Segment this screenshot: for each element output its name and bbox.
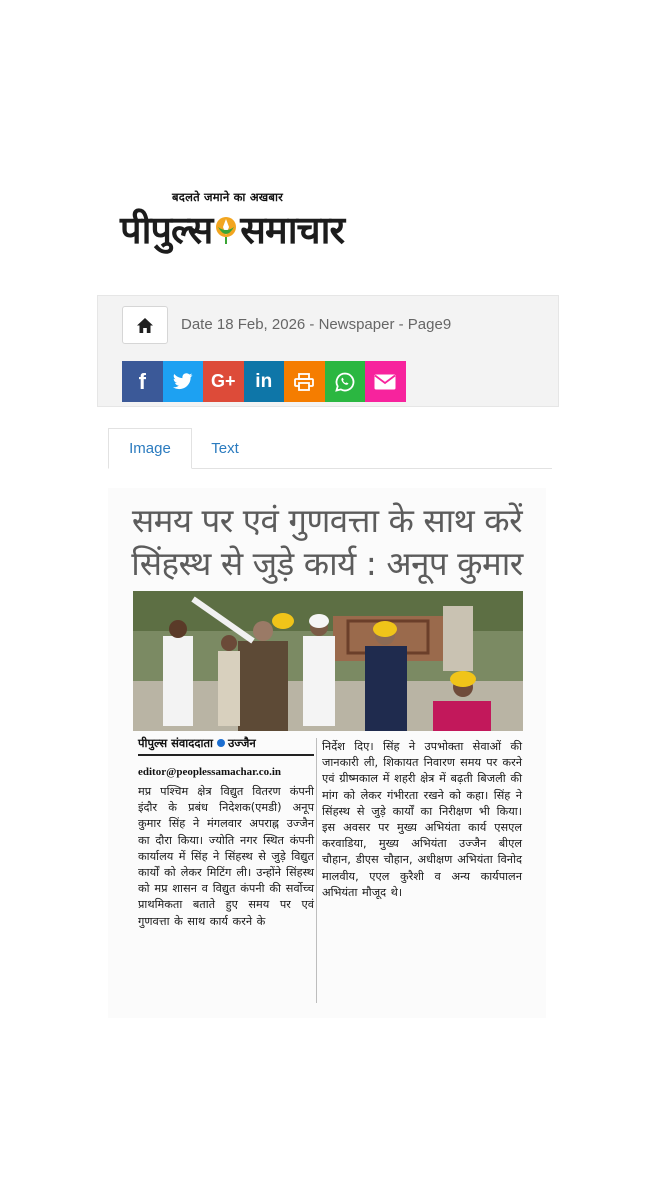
logo-text-left: पीपुल्स: [120, 208, 213, 252]
byline-source: पीपुल्स संवाददाता: [138, 736, 214, 750]
linkedin-icon: in: [255, 370, 273, 392]
share-email-button[interactable]: [365, 361, 406, 402]
tab-text[interactable]: Text: [211, 440, 239, 457]
share-bar: [122, 361, 406, 402]
page-toolbar: [97, 295, 559, 407]
article-clipping: [108, 488, 546, 1018]
print-icon: [294, 373, 314, 391]
article-column-left: मप्र पश्चिम क्षेत्र विद्युत वितरण कंपनी इंदौर के प्रबंध निदेशक(एमडी) अनूप कुमार सिंह ने मंगलवार अपराह्न उज्जैन का दौरा किया। ज्योति नगर स्थित कंपनी कार्यालय में सिंह ने सिंहस्थ से जुड़े विद्युत कार्यों को लेकर मिटिंग ली। उन्होंने सिंहस्थ को मप्र शासन व विद्युत कंपनी की सर्वोच्च प्राथमिकता बताते हुए समय पर एवं गुणवत्ता के साथ कार्य करने के: [138, 785, 314, 928]
share-linkedin-button[interactable]: [244, 361, 285, 402]
share-facebook-button[interactable]: [122, 361, 163, 402]
envelope-icon: [374, 374, 396, 390]
column-divider: [316, 738, 317, 1003]
print-button[interactable]: [284, 361, 325, 402]
google-plus-icon: G+: [210, 371, 236, 391]
edition-date: Date 18 Feb, 2026 - Newspaper - Page9: [181, 316, 452, 333]
tab-image[interactable]: Image: [108, 428, 192, 469]
home-button[interactable]: [122, 306, 168, 344]
logo-wordmark: [120, 202, 344, 258]
share-whatsapp-button[interactable]: [325, 361, 366, 402]
masthead-tagline: बदलते जमाने का अखबार: [172, 190, 284, 204]
byline: [138, 736, 314, 756]
lotus-emblem-icon: [213, 215, 239, 245]
inspection-photo-illustration: [133, 591, 523, 731]
home-icon: [136, 317, 154, 334]
share-googleplus-button[interactable]: [203, 361, 244, 402]
byline-city: उज्जैन: [228, 736, 256, 750]
article-photo: [133, 591, 523, 731]
share-twitter-button[interactable]: [163, 361, 204, 402]
headline-line-2: सिंहस्थ से जुड़े कार्य : अनूप कुमार: [131, 544, 523, 583]
logo-text-right: समाचार: [240, 208, 345, 252]
editor-email: editor@peoplessamachar.co.in: [138, 766, 282, 778]
masthead-logo: [120, 190, 465, 260]
bullet-dot-icon: [217, 739, 225, 747]
twitter-icon: [173, 373, 193, 390]
facebook-icon: f: [138, 368, 146, 394]
whatsapp-icon: [335, 372, 355, 392]
article-column-right: निर्देश दिए। सिंह ने उपभोक्ता सेवाओं की जानकारी ली, शिकायत निवारण समय पर करने एवं ग्रीष्मकाल में शहरी क्षेत्र में बढ़ती बिजली की मांग को लेकर गंभीरता रखने को कहा। सिंह ने सिंहस्थ से जुड़े कार्यों का निरीक्षण भी किया। इस अवसर पर मुख्य अभियंता कार्य एसएल करवाडिया, मुख्य अभियंता उज्जैन बीएल चौहान, डीएस चौहान, अधीक्षण अभियंता विनोद मालवीय, एएल कुरैशी व अन्य कार्यपालन अभियंता मौजूद थे।: [322, 740, 522, 899]
headline-line-1: समय पर एवं गुणवत्ता के साथ करें: [131, 501, 523, 540]
